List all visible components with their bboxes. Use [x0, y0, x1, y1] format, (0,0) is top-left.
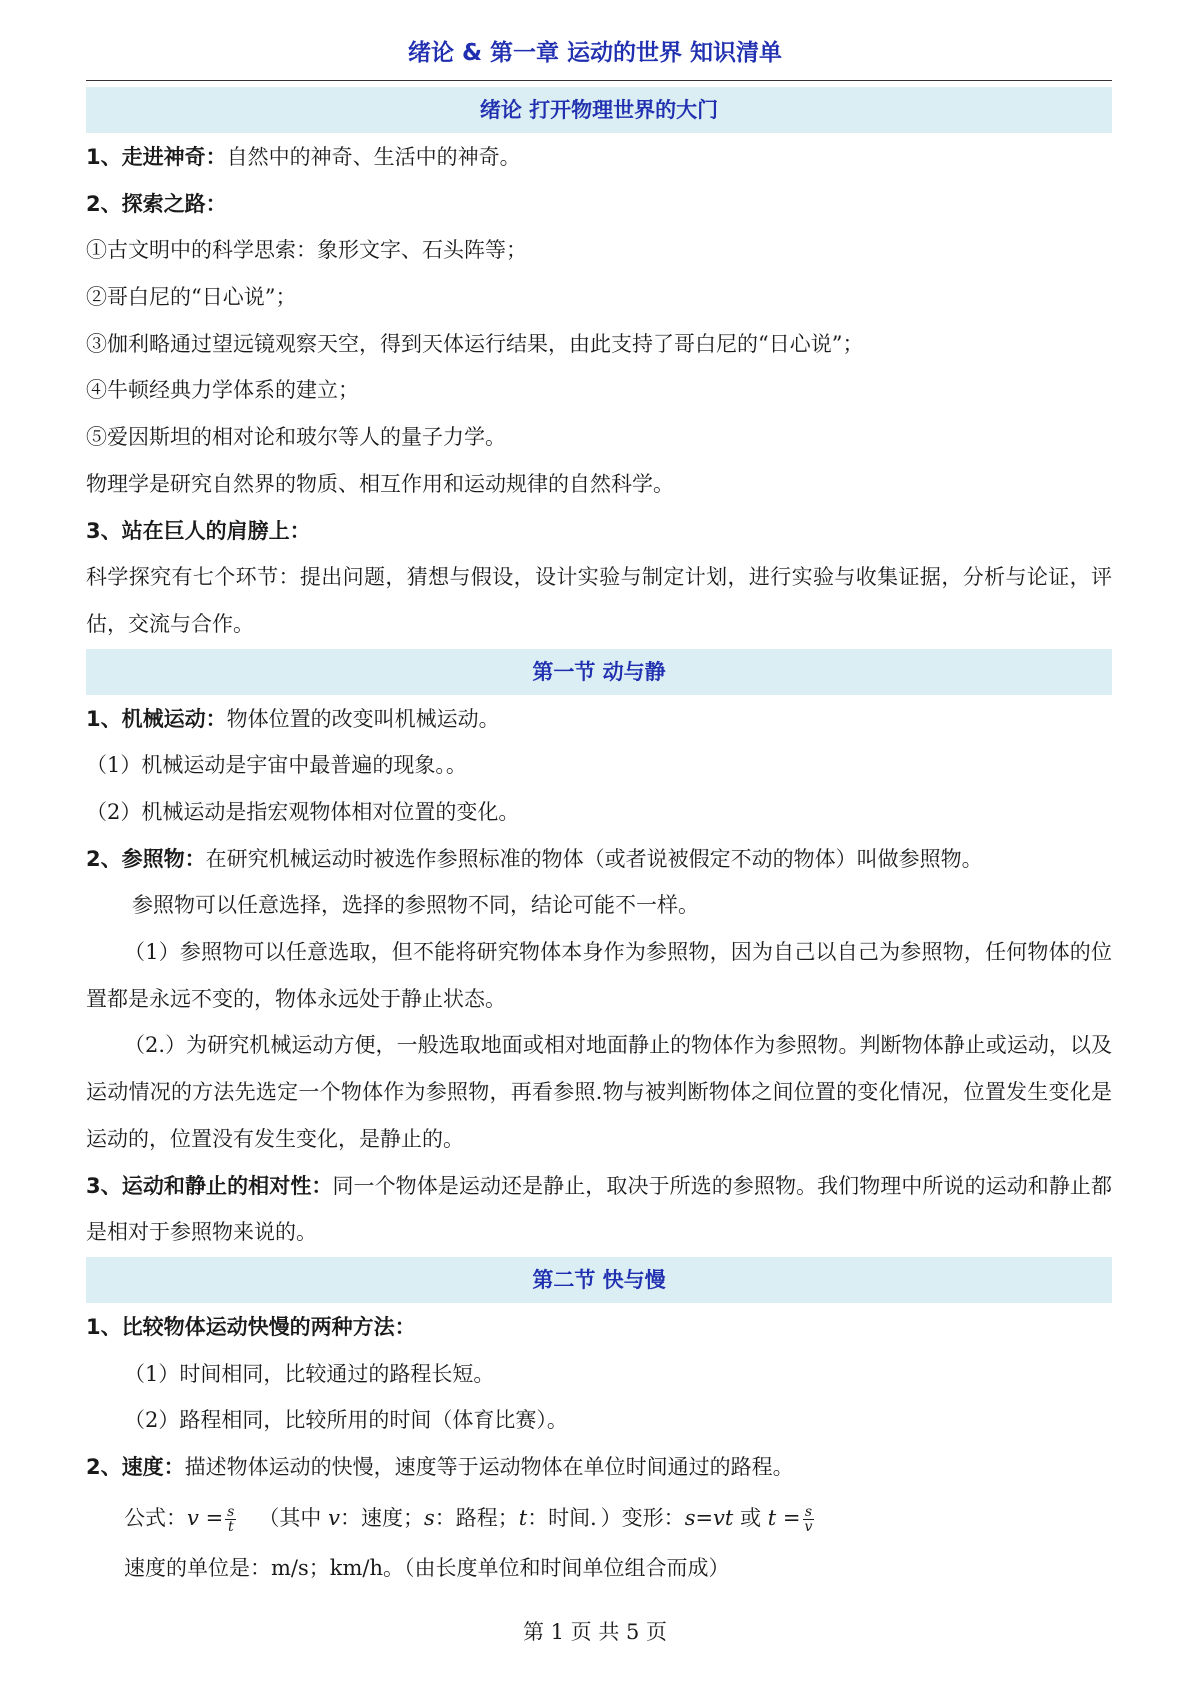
- intro-list-item-4: ④牛顿经典力学体系的建立；: [86, 378, 359, 403]
- formula-fraction-s-over-t: [225, 1505, 236, 1534]
- formula-fraction-s-over-v: [803, 1505, 815, 1534]
- mechanical-motion-note-1: （1）机械运动是宇宙中最普遍的现象。。: [86, 753, 467, 778]
- intro-item-2-head: 2、探索之路：: [86, 191, 227, 216]
- formula-v-desc: ：速度；: [339, 1505, 424, 1530]
- reference-object-item: [86, 836, 1112, 883]
- relativity-head: 3、运动和静止的相对性：: [86, 1173, 333, 1198]
- formula-t-variant: t: [767, 1505, 777, 1530]
- speed-head: 2、速度：: [86, 1455, 185, 1480]
- intro-item-1-text: 自然中的神奇、生活中的神奇。: [226, 145, 521, 169]
- formula-or: 或: [740, 1505, 762, 1530]
- intro-list-item-3: ③伽利略通过望远镜观察天空，得到天体运行结果，由此支持了哥白尼的“日心说”；: [86, 331, 864, 356]
- compare-speed-head: 1、比较物体运动快慢的两种方法：: [86, 1314, 416, 1339]
- relativity-paragraph: [86, 1163, 1112, 1256]
- intro-item-1: [86, 134, 1112, 181]
- reference-object-text: 在研究机械运动时被选作参照标准的物体（或者说被假定不动的物体）叫做参照物。: [205, 846, 983, 871]
- compare-speed-method-1: （1）时间相同，比较通过的路程长短。: [124, 1361, 495, 1386]
- intro-list-item-1: ①古文明中的科学思索：象形文字、石头阵等；: [86, 238, 527, 263]
- mechanical-motion-head: 1、机械运动：: [86, 706, 227, 731]
- page-number: 第 1 页 共 5 页: [522, 1620, 668, 1644]
- formula-v-symbol: v: [328, 1505, 340, 1530]
- formula-numerator: s: [227, 1503, 235, 1520]
- mechanical-motion-item: [86, 696, 1112, 743]
- compare-speed-method-2: （2）路程相同，比较所用的时间（体育比赛）。: [124, 1408, 568, 1433]
- formula-denominator: t: [227, 1518, 234, 1535]
- formula-v: v: [187, 1505, 199, 1530]
- mechanical-motion-text: 物体位置的改变叫机械运动。: [226, 706, 500, 731]
- reference-object-sub: 参照物可以任意选择，选择的参照物不同，结论可能不一样。: [132, 893, 699, 918]
- formula-t-symbol: t: [518, 1505, 528, 1530]
- formula-eq: =: [205, 1505, 224, 1530]
- formula-variant-svt: s=vt: [684, 1505, 734, 1530]
- formula-label: 公式：: [124, 1505, 187, 1530]
- intro-list-item-5: ⑤爱因斯坦的相对论和玻尔等人的量子力学。: [86, 425, 506, 450]
- formula-numerator-2: s: [803, 1505, 815, 1520]
- speed-text: 描述物体运动的快慢，速度等于运动物体在单位时间通过的路程。: [184, 1455, 794, 1480]
- header-rule: [86, 80, 1112, 81]
- section-banner-speed: 第二节 快与慢: [86, 1257, 1112, 1303]
- formula-eq-2: =: [782, 1505, 801, 1530]
- intro-item-3-head: 3、站在巨人的肩膀上：: [86, 518, 311, 543]
- page-title: 绪论 & 第一章 运动的世界 知识清单: [407, 40, 783, 66]
- formula-s-desc: ：路程；: [434, 1505, 519, 1530]
- speed-units: 速度的单位是：m/s；km/h。（由长度单位和时间单位组合而成）: [124, 1555, 730, 1580]
- document-body: [86, 86, 1112, 1591]
- mechanical-motion-note-2: （2）机械运动是指宏观物体相对位置的变化。: [86, 799, 520, 824]
- intro-item-1-head: 1、走进神奇：: [86, 145, 227, 169]
- reference-object-head: 2、参照物：: [86, 846, 206, 871]
- relativity-text: 同一个物体是运动还是静止，取决于所选的参照物。我们物理中所说的运动和静止都是相对于参照物来说的。: [86, 1173, 1112, 1245]
- formula-open: （其中: [258, 1505, 322, 1530]
- formula-t-desc: ：时间．）变形：: [527, 1505, 685, 1530]
- intro-list-item-2: ②哥白尼的“日心说”；: [86, 285, 297, 310]
- inquiry-steps-paragraph: 科学探究有七个环节：提出问题，猜想与假设，设计实验与制定计划，进行实验与收集证据，分析与论证，评估，交流与合作。: [86, 565, 1112, 636]
- physics-definition: 物理学是研究自然界的物质、相互作用和运动规律的自然科学。: [86, 471, 674, 496]
- speed-formula: [86, 1491, 1112, 1545]
- speed-item: [86, 1444, 1112, 1491]
- formula-s-symbol: s: [423, 1505, 435, 1530]
- reference-object-paragraph-2: （2.）为研究机械运动方便，一般选取地面或相对地面静止的物体作为参照物。判断物体静止或运动，以及运动情况的方法先选定一个物体作为参照物，再看参照.物与被判断物体之间位置的变化情况，位置发生变化是运动的，位置没有发生变化，是静止的。: [86, 1033, 1112, 1151]
- formula-denominator-2: v: [804, 1518, 813, 1535]
- reference-object-paragraph-1: （1）参照物可以任意选取，但不能将研究物体本身作为参照物，因为自己以自己为参照物，任何物体的位置都是永远不变的，物体永远处于静止状态。: [86, 940, 1112, 1011]
- section-banner-intro: 绪论 打开物理世界的大门: [86, 87, 1112, 133]
- section-banner-motion-rest: 第一节 动与静: [86, 649, 1112, 695]
